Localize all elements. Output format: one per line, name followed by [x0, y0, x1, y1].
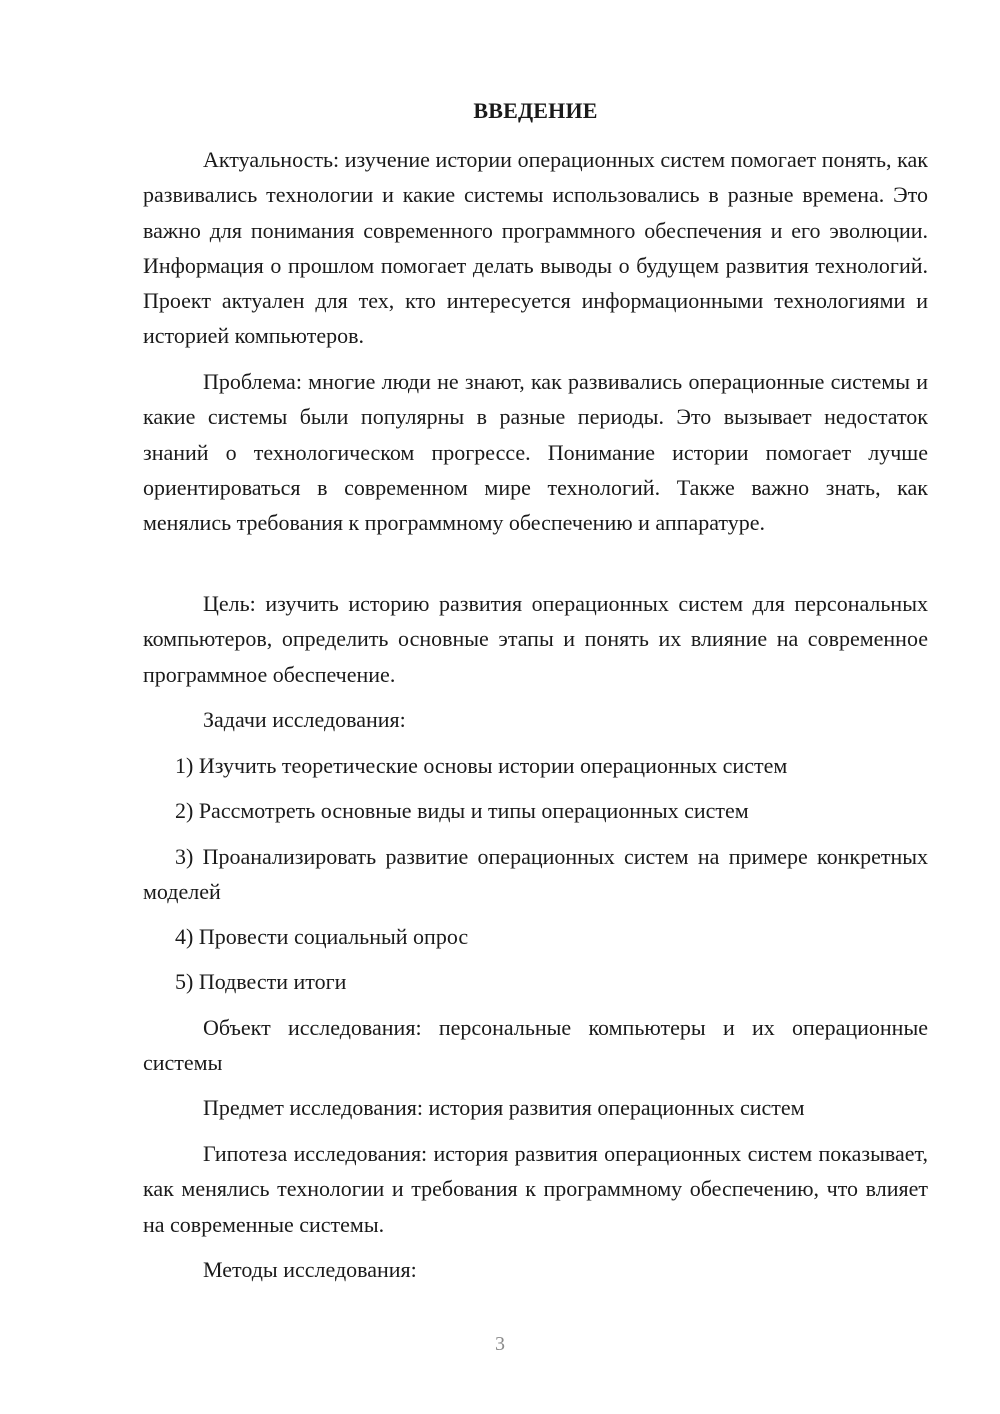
section-title: ВВЕДЕНИЕ: [473, 98, 598, 123]
paragraph-object: Объект исследования: персональные компьютеры и их операционные системы: [143, 1015, 928, 1076]
list-item-task-2: 2) Рассмотреть основные виды и типы операционных систем: [175, 798, 749, 823]
paragraph-goal: Цель: изучить историю развития операционных систем для персональных компьютеров, определить основные этапы и понять их влияние на современное программное обеспечение.: [143, 591, 928, 687]
list-item-task-4: 4) Провести социальный опрос: [175, 924, 469, 949]
page-number: 3: [495, 1333, 505, 1355]
paragraph-problem: Проблема: многие люди не знают, как развивались операционные системы и какие системы были популярны в разные периоды. Это вызывает недостаток знаний о технологическом прогрессе. Понимание истории помогает лучше ориентироваться в современном мире технологий. Также важно знать, как менялись требования к программному обеспечению и аппаратуре.: [143, 369, 928, 536]
paragraph-methods: Методы исследования:: [203, 1257, 417, 1282]
paragraph-hypothesis: Гипотеза исследования: история развития операционных систем показывает, как менялись технологии и требования к программному обеспечению, что влияет на современные системы.: [143, 1141, 928, 1237]
list-item-task-3: 3) Проанализировать развитие операционных систем на примере конкретных моделей: [143, 844, 928, 905]
paragraph-tasks-heading: Задачи исследования:: [203, 707, 406, 732]
list-item-task-1: 1) Изучить теоретические основы истории операционных систем: [175, 753, 788, 778]
paragraph-relevance: Актуальность: изучение истории операционных систем помогает понять, как развивались технологии и какие системы использовались в разные времена. Это важно для понимания современного программного обеспечения и его эволюции. Информация о прошлом помогает делать выводы о будущем развития технологий. Проект актуален для тех, кто интересуется информационными технологиями и историей компьютеров.: [143, 147, 928, 349]
paragraph-subject: Предмет исследования: история развития операционных систем: [203, 1095, 805, 1120]
list-item-task-5: 5) Подвести итоги: [175, 969, 347, 994]
